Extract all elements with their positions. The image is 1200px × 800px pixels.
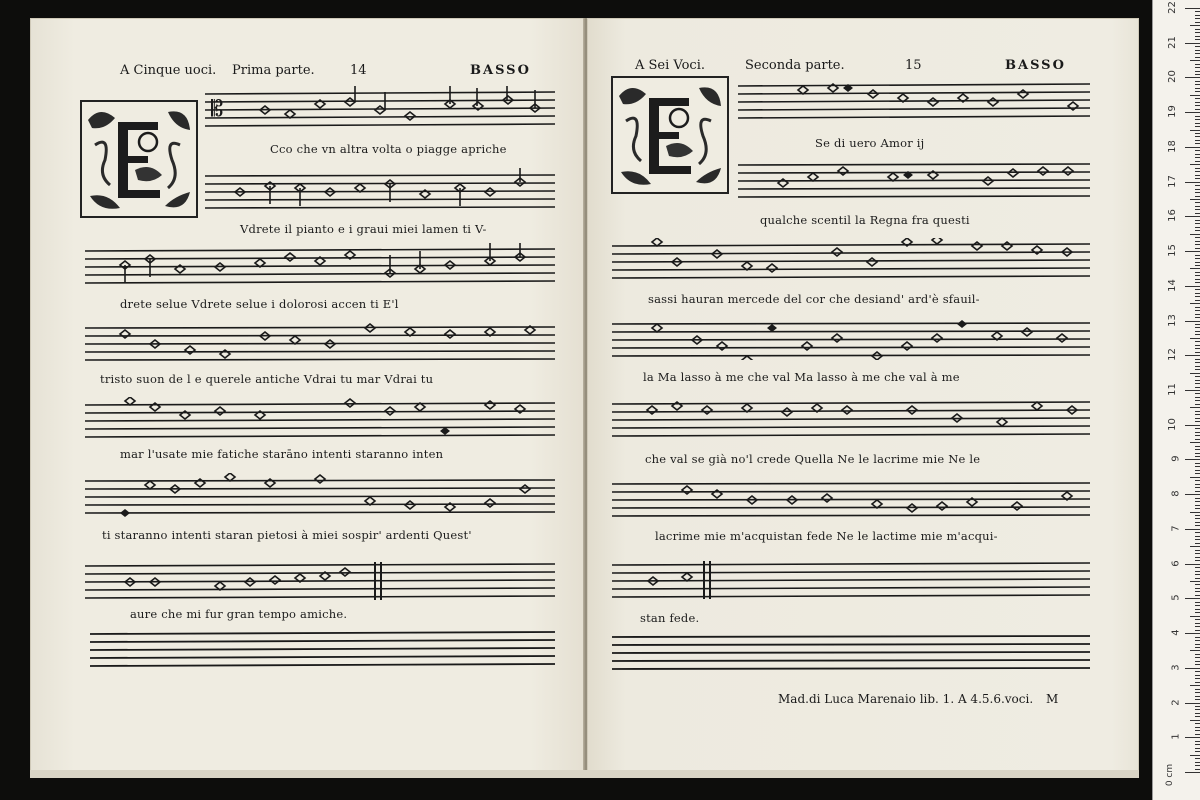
left-lyric-line-5: mar l'usate mie fatiche starāno intenti staranno inten [120,447,444,461]
ruler-tick [1195,88,1200,89]
ruler-tick [1195,612,1200,613]
ruler-tick [1195,71,1200,72]
left-page-number: 14 [350,63,367,78]
ruler-tick [1185,182,1200,183]
ruler-tick [1195,161,1200,162]
right-lyric-line-2: qualche scentil la Regna fra questi [760,213,970,227]
ruler-tick [1195,574,1200,575]
ruler-tick [1195,275,1200,276]
right-lyric-line-6: lacrime mie m'acquistan fede Ne le lactime mie m'acqui- [655,529,998,543]
ruler-tick [1195,366,1200,367]
ruler-tick [1195,334,1200,335]
ruler-tick [1195,741,1200,742]
ruler-tick [1195,630,1200,631]
ruler-tick [1190,303,1200,304]
ruler-tick [1190,512,1200,513]
ruler-tick [1185,112,1200,113]
ruler-tick [1195,369,1200,370]
ruler-tick [1195,150,1200,151]
ruler-tick [1195,258,1200,259]
ruler-tick [1195,421,1200,422]
ruler-tick [1195,689,1200,690]
ruler-number: 17 [1167,174,1179,188]
ruler-number: 3 [1170,664,1182,671]
ruler-number: 6 [1170,559,1182,567]
ruler-tick [1195,543,1200,544]
ruler-tick [1195,446,1200,447]
ruler-tick [1195,282,1200,283]
signature-mark: M [1046,692,1059,706]
ruler-tick [1195,383,1200,384]
right-page-footer: Mad.di Luca Marenaio lib. 1. A 4.5.6.voci. [778,692,1034,706]
ruler-number: 12 [1167,348,1179,362]
ruler-tick [1185,321,1200,322]
ruler-number: 8 [1170,490,1182,497]
ruler-tick [1195,644,1200,645]
ruler-tick [1195,716,1200,717]
ruler-tick [1185,633,1200,634]
ruler-tick [1195,22,1200,23]
ruler-tick [1195,491,1200,492]
ruler-tick [1195,74,1200,75]
ruler-tick [1195,279,1200,280]
left-lyric-line-4: tristo suon de l e querele antiche Vdrai tu mar Vdrai tu [100,372,434,386]
ruler-tick [1195,498,1200,499]
right-page-number: 15 [905,58,922,73]
ruler-tick [1195,143,1200,144]
ruler-number: 13 [1167,313,1179,327]
ruler-tick [1195,605,1200,606]
ruler-tick [1195,324,1200,325]
ruler-tick [1185,459,1200,460]
ruler-tick [1195,505,1200,506]
ruler-tick [1195,202,1200,203]
ruler-tick [1195,359,1200,360]
decorated-initial-e-right [611,76,729,194]
ruler-tick [1195,418,1200,419]
ruler-tick [1195,571,1200,572]
ruler-tick [1195,331,1200,332]
ruler-tick [1195,345,1200,346]
ruler-tick [1195,209,1200,210]
ruler-tick [1185,8,1200,9]
ruler-tick [1190,373,1200,374]
ruler-tick [1195,29,1200,30]
ruler-tick [1195,456,1200,457]
ruler-tick [1195,751,1200,752]
ruler-tick [1190,25,1200,26]
ruler-tick [1195,675,1200,676]
ruler-tick [1195,619,1200,620]
ruler-tick [1195,133,1200,134]
ruler-tick [1195,15,1200,16]
ruler-tick [1195,623,1200,624]
page-edge [30,770,1139,778]
ruler-tick [1185,251,1200,252]
ruler-tick [1195,640,1200,641]
ruler-tick [1195,255,1200,256]
ruler-number: 7 [1170,525,1182,532]
ruler-tick [1195,709,1200,710]
ruler-tick [1195,227,1200,228]
ruler-tick [1185,147,1200,148]
ruler-tick [1195,727,1200,728]
ruler-tick [1195,64,1200,65]
right-header-voices: A Sei Voci. [635,58,706,73]
ruler-tick [1195,730,1200,731]
right-voice-part: BASSO [1005,58,1066,73]
ruler-tick [1195,466,1200,467]
ruler-tick [1195,661,1200,662]
ruler-tick [1195,116,1200,117]
ruler-number: 20 [1167,70,1179,84]
ruler-tick [1195,293,1200,294]
left-staff-2 [205,168,555,212]
ruler-tick [1195,699,1200,700]
ruler-tick [1190,234,1200,235]
ruler-tick [1195,341,1200,342]
ruler-tick [1195,557,1200,558]
ruler-tick [1195,626,1200,627]
ruler-tick [1195,414,1200,415]
ruler-tick [1190,650,1200,651]
ruler-tick [1195,310,1200,311]
ruler-tick [1185,77,1200,78]
right-staff-2 [738,157,1090,201]
ruler-tick [1195,657,1200,658]
ruler-tick [1195,411,1200,412]
ruler-tick [1195,105,1200,106]
ruler-tick [1195,692,1200,693]
ruler-tick [1195,536,1200,537]
ruler-tick [1195,223,1200,224]
ruler-tick [1195,171,1200,172]
ruler-tick [1195,723,1200,724]
ruler-tick [1195,376,1200,377]
ruler-tick [1195,682,1200,683]
ruler-tick [1190,685,1200,686]
ruler-tick [1195,380,1200,381]
ruler-tick [1195,404,1200,405]
ruler-tick [1195,81,1200,82]
ruler-tick [1190,164,1200,165]
ruler-tick [1185,668,1200,669]
ruler-tick [1195,637,1200,638]
ruler-tick [1195,119,1200,120]
ruler-tick [1195,348,1200,349]
ruler-number: 15 [1167,244,1179,257]
ruler-tick [1195,84,1200,85]
ruler-tick [1195,567,1200,568]
ruler-tick [1195,397,1200,398]
ruler-tick [1195,470,1200,471]
ruler-tick [1195,32,1200,33]
ruler-tick [1190,546,1200,547]
left-lyric-line-1: Cco che vn altra volta o piagge apriche [270,142,507,156]
ruler-tick [1195,327,1200,328]
left-empty-staff [90,630,555,674]
ruler-number: 19 [1167,105,1179,119]
ruler-tick [1195,501,1200,502]
ruler-tick [1185,390,1200,391]
ruler-unit: 0 cm [1164,763,1175,787]
left-lyric-line-7: aure che mi fur gran tempo amiche. [130,607,348,621]
ruler-tick [1195,307,1200,308]
ruler-tick [1190,407,1200,408]
ruler-tick [1190,616,1200,617]
ruler-tick [1195,262,1200,263]
left-staff-1 [205,86,555,130]
ruler-tick [1195,213,1200,214]
ruler-tick [1195,175,1200,176]
ruler-tick [1195,439,1200,440]
right-lyric-line-7: stan fede. [640,611,700,625]
ruler-tick [1185,425,1200,426]
ruler-tick [1195,553,1200,554]
ruler-tick [1195,102,1200,103]
left-lyric-line-6: ti staranno intenti staran pietosi à miei sospir' ardenti Quest' [102,528,472,542]
ruler-tick [1195,18,1200,19]
ruler-tick [1190,95,1200,96]
measurement-ruler [1152,0,1200,800]
ruler-tick [1195,387,1200,388]
right-staff-6 [612,476,1090,520]
ruler-tick [1195,463,1200,464]
ruler-tick [1195,588,1200,589]
ruler-tick [1195,53,1200,54]
ruler-tick [1195,758,1200,759]
ruler-tick [1195,671,1200,672]
ruler-tick [1195,508,1200,509]
ruler-tick [1195,185,1200,186]
right-empty-staff [612,633,1090,677]
ruler-number: 11 [1167,383,1179,396]
ruler-tick [1195,265,1200,266]
ruler-tick [1195,432,1200,433]
ruler-tick [1195,706,1200,707]
ruler-tick [1195,168,1200,169]
decorated-initial-e-left [80,100,198,218]
ruler-tick [1195,196,1200,197]
ruler-tick [1195,578,1200,579]
left-header-part: Prima parte. [232,63,315,78]
ruler-tick [1195,352,1200,353]
ruler-tick [1195,453,1200,454]
ruler-tick [1195,362,1200,363]
ruler-tick [1195,300,1200,301]
ruler-tick [1195,518,1200,519]
ruler-tick [1195,157,1200,158]
ruler-tick [1195,11,1200,12]
right-lyric-line-5: che val se già no'l crede Quella Ne le lacrime mie Ne le [645,452,981,466]
ruler-tick [1195,248,1200,249]
ruler-number: 4 [1170,629,1182,636]
ruler-tick [1195,602,1200,603]
ruler-tick [1195,126,1200,127]
ruler-tick [1195,192,1200,193]
ruler-number: 9 [1170,455,1182,463]
right-staff-7 [612,557,1090,601]
ruler-tick [1195,664,1200,665]
ruler-tick [1190,477,1200,478]
left-staff-6 [85,473,555,517]
ruler-tick [1195,484,1200,485]
ruler-number: 16 [1167,209,1179,223]
ruler-tick [1190,130,1200,131]
ruler-tick [1195,57,1200,58]
right-staff-1 [738,80,1090,124]
ruler-tick [1190,581,1200,582]
ruler-tick [1195,480,1200,481]
ruler-tick [1195,748,1200,749]
ruler-tick [1195,539,1200,540]
ruler-tick [1195,595,1200,596]
ruler-tick [1195,50,1200,51]
ruler-tick [1195,678,1200,679]
ruler-tick [1185,703,1200,704]
left-header-voices: A Cinque uoci. [120,63,217,78]
ruler-tick [1190,199,1200,200]
ruler-tick [1185,494,1200,495]
ruler-tick [1195,91,1200,92]
ruler-tick [1190,268,1200,269]
ruler-tick [1190,442,1200,443]
ruler-tick [1195,314,1200,315]
ruler-tick [1195,36,1200,37]
ruler-number: 22 [1167,1,1179,14]
ruler-tick [1190,60,1200,61]
left-staff-3 [85,243,555,287]
ruler-tick [1195,744,1200,745]
ruler-number: 1 [1170,733,1182,740]
ruler-tick [1195,220,1200,221]
ruler-tick [1195,46,1200,47]
right-lyric-line-1: Se di uero Amor ij [815,136,925,150]
ruler-tick [1195,241,1200,242]
ruler-tick [1185,737,1200,738]
ruler-tick [1195,189,1200,190]
right-staff-3 [612,238,1090,282]
ruler-tick [1195,449,1200,450]
ruler-tick [1195,39,1200,40]
ruler-tick [1185,43,1200,44]
ruler-tick [1195,762,1200,763]
ruler-tick [1195,515,1200,516]
right-header-part: Seconda parte. [745,58,845,73]
ruler-number: 5 [1170,594,1182,602]
ruler-tick [1195,237,1200,238]
ruler-tick [1185,564,1200,565]
ruler-tick [1195,522,1200,523]
ruler-tick [1195,550,1200,551]
left-staff-4 [85,320,555,364]
ruler-number: 14 [1167,278,1179,292]
right-lyric-line-3: sassi hauran mercede del cor che desiand' ard'è sfauil- [648,292,980,306]
ruler-tick [1185,216,1200,217]
ruler-tick [1195,487,1200,488]
ruler-tick [1195,154,1200,155]
ruler-tick [1195,609,1200,610]
ruler-number: 21 [1167,35,1179,49]
ruler-tick [1195,123,1200,124]
ruler-tick [1195,560,1200,561]
ruler-tick [1195,67,1200,68]
ruler-tick [1195,765,1200,766]
left-lyric-line-3: drete selue Vdrete selue i dolorosi accen ti E'l [120,297,399,311]
ruler-tick [1195,272,1200,273]
ruler-tick [1185,286,1200,287]
ruler-tick [1195,584,1200,585]
ruler-tick [1195,244,1200,245]
ruler-tick [1190,338,1200,339]
ruler-tick [1195,713,1200,714]
ruler-number: 18 [1167,140,1179,153]
ruler-tick [1195,289,1200,290]
ruler-tick [1195,136,1200,137]
ruler-tick [1195,435,1200,436]
ruler-tick [1195,525,1200,526]
ruler-tick [1195,400,1200,401]
left-staff-7 [85,558,555,602]
svg-text:𝄡: 𝄡 [211,97,224,122]
left-staff-5 [85,397,555,441]
ruler-tick [1195,428,1200,429]
ruler-number: 2 [1170,698,1182,706]
right-staff-5 [612,396,1090,440]
left-voice-part: BASSO [470,63,531,78]
ruler-tick [1195,473,1200,474]
ruler-tick [1195,98,1200,99]
ruler-tick [1195,317,1200,318]
ruler-tick [1195,591,1200,592]
ruler-number: 10 [1167,417,1179,431]
ruler-tick [1185,529,1200,530]
ruler-tick [1190,755,1200,756]
ruler-tick [1195,734,1200,735]
right-lyric-line-4: la Ma lasso à me che val Ma lasso à me che val à me [643,370,960,384]
left-lyric-line-2: Vdrete il pianto e i graui miei lamen ti V- [240,222,487,236]
ruler-tick [1195,654,1200,655]
ruler-tick [1185,772,1200,773]
ruler-tick [1195,178,1200,179]
right-staff-4 [612,316,1090,360]
ruler-tick [1195,296,1200,297]
ruler-tick [1195,532,1200,533]
ruler-tick [1195,647,1200,648]
ruler-tick [1195,109,1200,110]
ruler-tick [1185,355,1200,356]
ruler-tick [1195,206,1200,207]
ruler-tick [1195,769,1200,770]
ruler-tick [1195,230,1200,231]
ruler-tick [1190,720,1200,721]
ruler-tick [1195,140,1200,141]
ruler-tick [1195,696,1200,697]
ruler-tick [1185,598,1200,599]
ruler-tick [1195,393,1200,394]
